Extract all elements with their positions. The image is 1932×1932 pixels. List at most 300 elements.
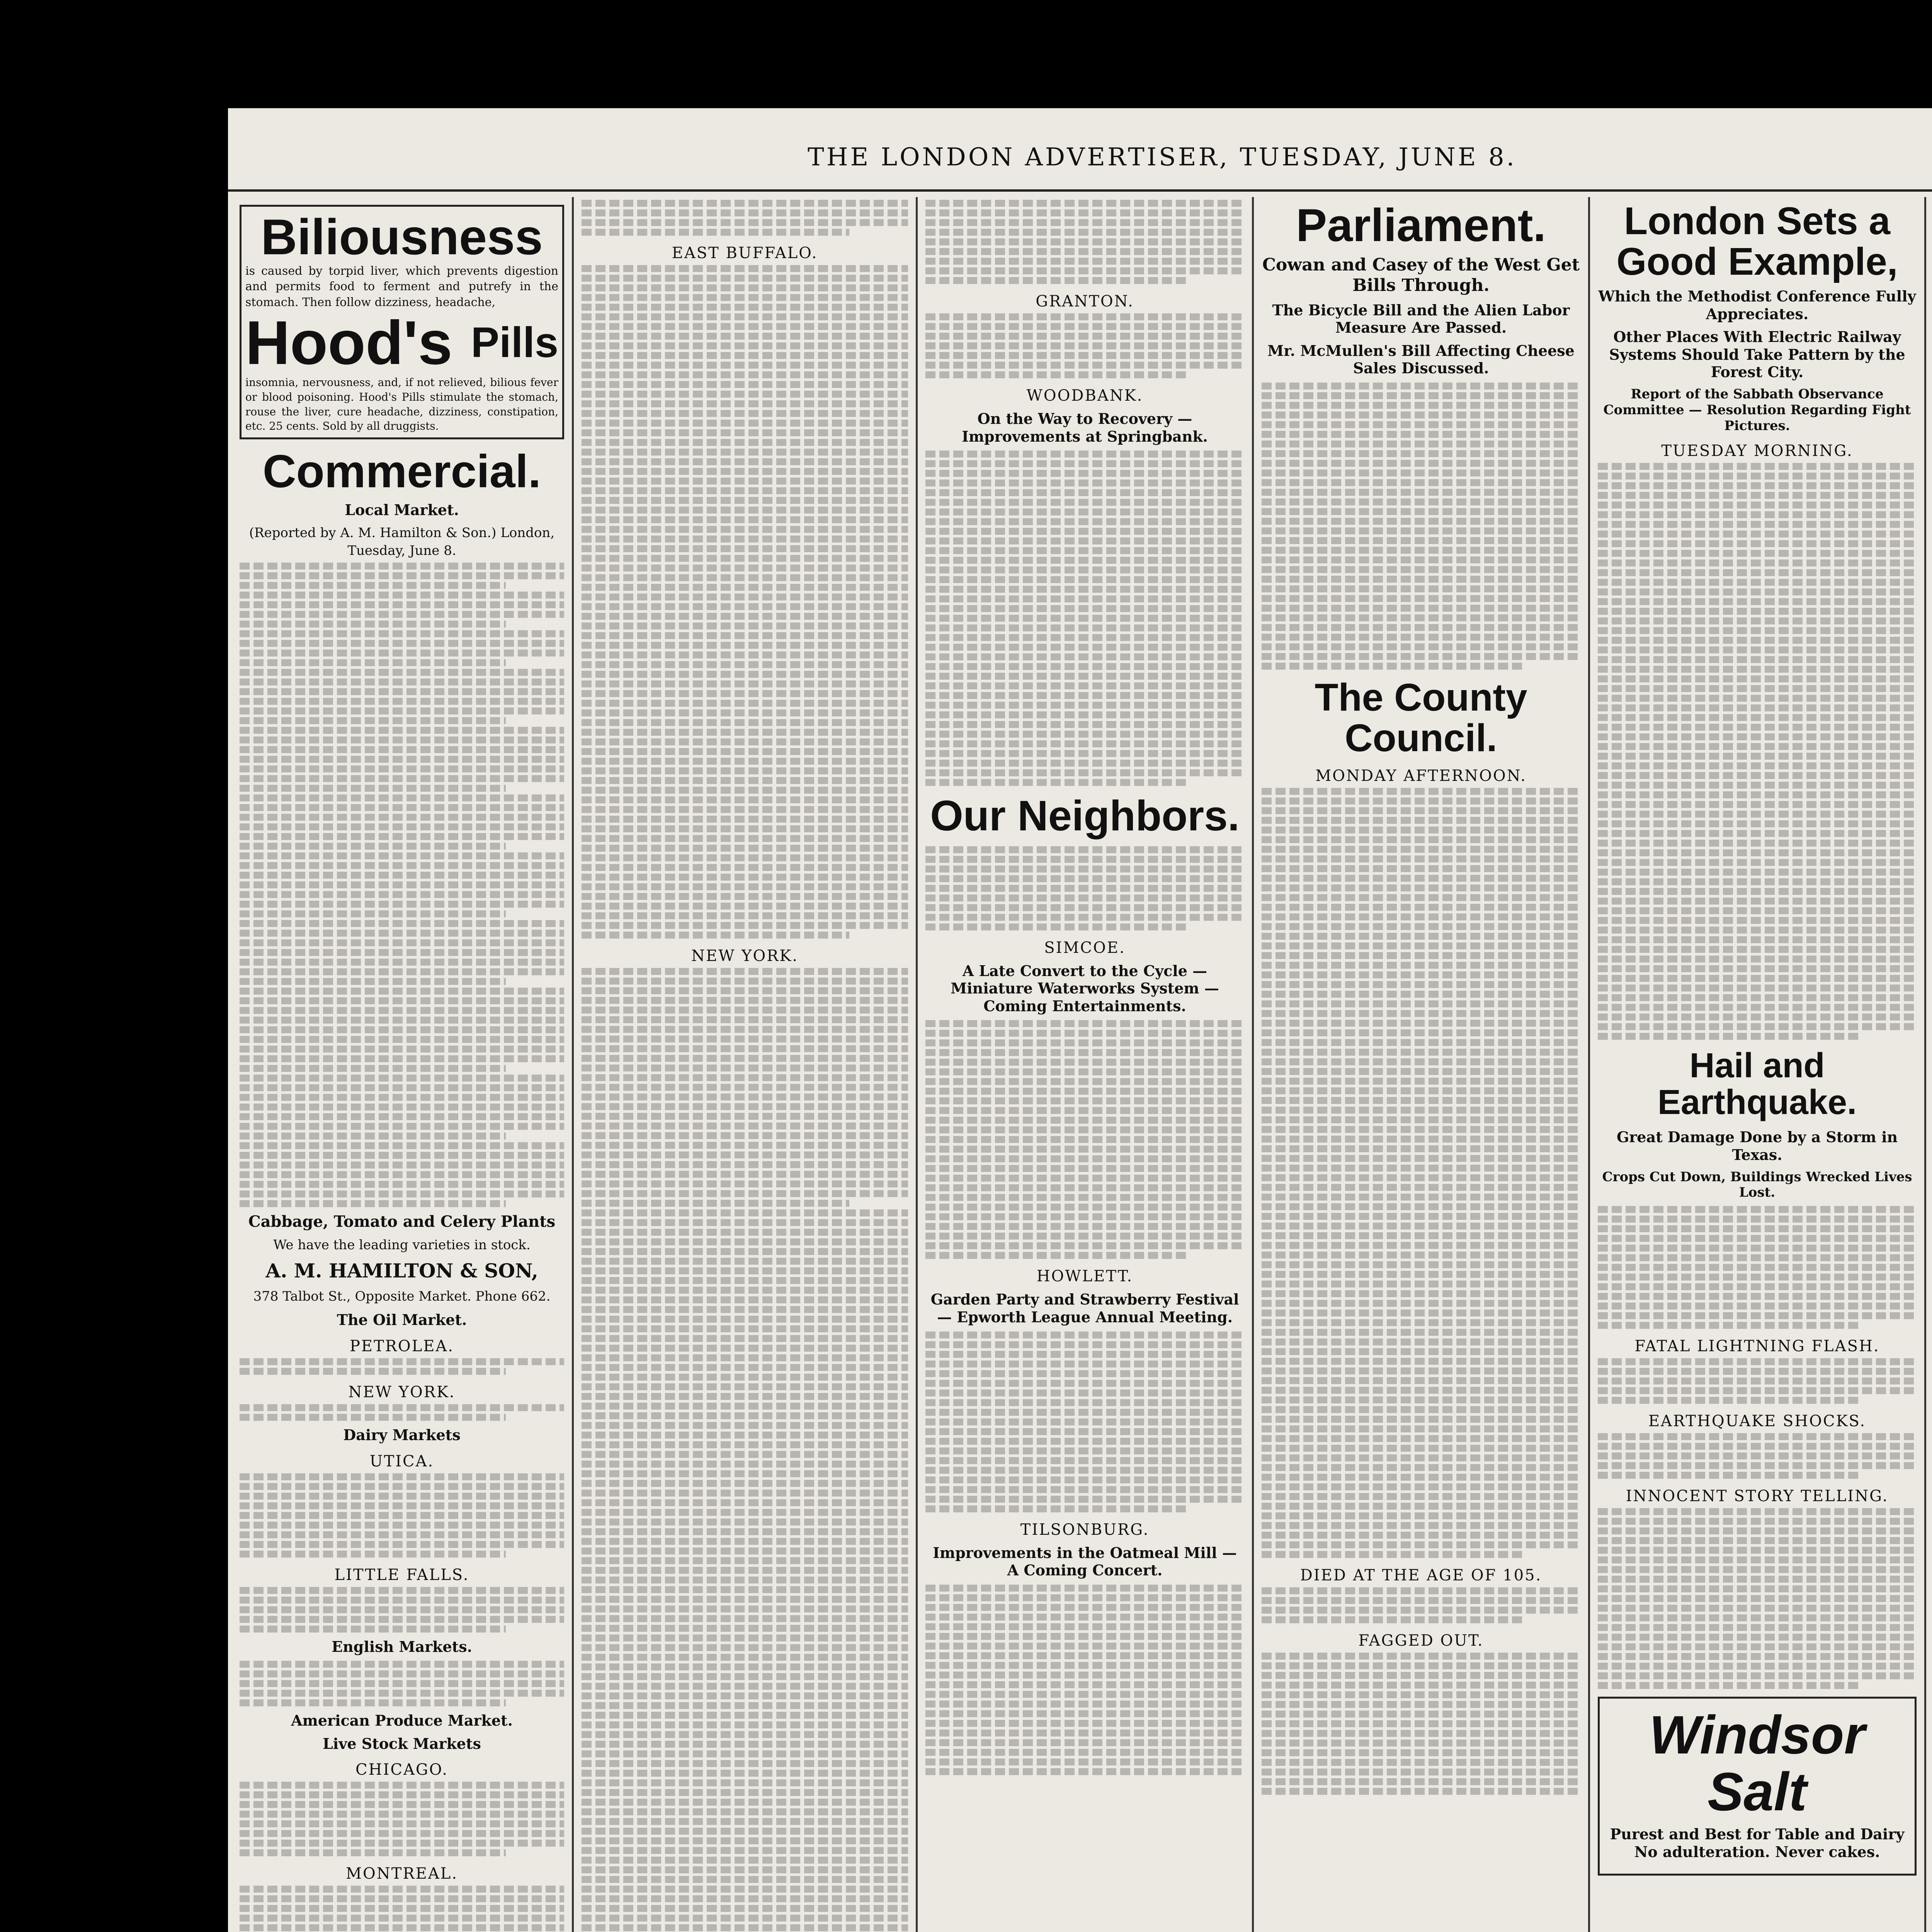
text-line-placeholder [240, 794, 564, 801]
text-line-placeholder [1262, 1662, 1580, 1669]
text-line-placeholder [1262, 1522, 1580, 1529]
text-line-placeholder [1262, 1145, 1580, 1152]
text-line-placeholder [925, 711, 1244, 718]
text-line-placeholder [582, 883, 908, 890]
subheading: NEW YORK. [348, 1383, 456, 1401]
text-line-placeholder [1262, 1039, 1580, 1046]
text-line-placeholder [240, 1541, 564, 1548]
text-line-placeholder [240, 1094, 564, 1101]
text-line-placeholder [240, 1084, 564, 1091]
text-line-placeholder [1598, 898, 1917, 905]
text-line-placeholder [1262, 884, 1580, 891]
text-line-placeholder [240, 1036, 564, 1043]
text-line-placeholder [1262, 1425, 1580, 1432]
text-line-placeholder [582, 1267, 908, 1274]
column-4 [1262, 197, 1580, 1932]
text-line-placeholder [582, 987, 908, 994]
text-line-placeholder [1598, 1518, 1917, 1525]
text-line-placeholder [240, 968, 564, 975]
text-line-placeholder [582, 526, 908, 533]
text-line-placeholder [925, 362, 1244, 369]
text-line-placeholder [1262, 556, 1580, 563]
text-line-placeholder [240, 823, 564, 830]
text-line-placeholder [582, 1461, 908, 1468]
text-line-placeholder [582, 1084, 908, 1091]
text-line-placeholder [1262, 1184, 1580, 1191]
text-line-placeholder [582, 680, 908, 687]
section-title: Commercial. [262, 446, 541, 498]
text-line-placeholder [1598, 550, 1917, 557]
text-line-placeholder [1598, 1643, 1917, 1650]
text-line-placeholder [925, 1223, 1244, 1230]
text-line-placeholder [1598, 675, 1917, 682]
text-line-placeholder [582, 1625, 908, 1632]
text-line-placeholder [1262, 1203, 1580, 1210]
text-line-placeholder [240, 611, 564, 618]
text-line-placeholder [1598, 1472, 1859, 1479]
text-line-placeholder [240, 1606, 564, 1613]
text-line-placeholder [582, 449, 908, 456]
text-line-placeholder [582, 690, 908, 697]
text-line-placeholder [582, 497, 908, 504]
text-line-placeholder [1262, 1493, 1580, 1500]
text-line-placeholder [925, 1332, 1244, 1338]
text-line-placeholder [582, 536, 908, 543]
text-line-placeholder [925, 615, 1244, 622]
text-line-placeholder [240, 939, 564, 946]
text-line-placeholder [1262, 576, 1580, 583]
text-line-placeholder [582, 1190, 908, 1197]
text-line-placeholder [1262, 1406, 1580, 1413]
text-line-placeholder [1262, 1778, 1580, 1785]
text-line-placeholder [1262, 1232, 1580, 1239]
text-line-placeholder [1598, 685, 1917, 692]
text-line-placeholder [582, 632, 908, 639]
text-line-placeholder [582, 796, 908, 803]
text-line-placeholder [925, 702, 1244, 709]
ad-headline: Pills [471, 319, 558, 367]
text-line-placeholder [582, 1229, 908, 1236]
text-line-placeholder [582, 816, 908, 823]
text-line-placeholder [1598, 956, 1917, 963]
text-line-placeholder [1598, 811, 1917, 818]
text-line-placeholder [240, 1171, 564, 1178]
text-line-placeholder [582, 1383, 908, 1390]
text-line-placeholder [582, 507, 908, 514]
text-line-placeholder [1262, 1174, 1580, 1181]
text-line-placeholder [925, 1389, 1244, 1396]
text-line-placeholder [240, 1200, 506, 1207]
text-line-placeholder [240, 910, 506, 917]
text-line-placeholder [582, 893, 908, 900]
text-line-placeholder [1598, 1508, 1917, 1515]
text-line-placeholder [240, 901, 564, 908]
text-line-placeholder [1262, 1682, 1580, 1689]
text-line-placeholder [1262, 1281, 1580, 1287]
text-line-placeholder [240, 1680, 564, 1687]
hoods-ad [240, 205, 564, 439]
text-line-placeholder [1262, 1107, 1580, 1114]
text-line-placeholder [240, 1181, 564, 1188]
text-line-placeholder [240, 1104, 564, 1111]
subheading: Live Stock Markets [323, 1735, 481, 1752]
text-line-placeholder [1262, 1672, 1580, 1679]
text-line-placeholder [925, 1496, 1244, 1503]
subheading: Cowan and Casey of the West Get Bills Through. [1262, 255, 1580, 295]
text-line-placeholder [925, 537, 1244, 544]
text-line-placeholder [925, 518, 1244, 525]
text-line-placeholder [925, 547, 1244, 554]
text-line-placeholder [240, 1782, 564, 1789]
text-line-placeholder [582, 275, 908, 282]
text-line-placeholder [1262, 392, 1580, 399]
text-line-placeholder [240, 1414, 506, 1421]
text-line-placeholder [1598, 869, 1917, 876]
ad-text: insomnia, nervousness, and, if not relieved, bilious fever or blood poisoning. Hood's Pills stimulate the stomach, rouse the liver, cure headache, dizziness, constipation, etc. 25 cents. Sold by all druggists. [245, 376, 558, 433]
text-line-placeholder [582, 487, 908, 494]
text-line-placeholder [925, 1768, 1244, 1775]
text-line-placeholder [582, 1036, 908, 1043]
text-line-placeholder [925, 1175, 1244, 1182]
text-line-placeholder [925, 371, 1187, 378]
text-line-placeholder [582, 1818, 908, 1825]
subheading: WOODBANK. [1026, 387, 1143, 405]
text-line-placeholder [582, 1441, 908, 1448]
text-line-placeholder [240, 775, 564, 782]
text-line-placeholder [925, 1399, 1244, 1406]
text-line-placeholder [925, 740, 1244, 747]
text-line-placeholder [1598, 1378, 1917, 1384]
text-line-placeholder [925, 1370, 1244, 1377]
text-line-placeholder [240, 717, 506, 724]
text-line-placeholder [925, 769, 1244, 776]
text-line-placeholder [1598, 714, 1917, 721]
text-line-placeholder [1262, 1416, 1580, 1423]
text-line-placeholder [925, 1117, 1244, 1124]
text-line-placeholder [582, 478, 908, 485]
text-line-placeholder [925, 528, 1244, 535]
text-line-placeholder [925, 1447, 1244, 1454]
text-line-placeholder [1598, 1274, 1917, 1281]
text-line-placeholder [1598, 1023, 1917, 1030]
subheading: NEW YORK. [691, 947, 798, 965]
text-line-placeholder [240, 669, 564, 676]
text-line-placeholder [1598, 1452, 1917, 1459]
text-line-placeholder [582, 594, 908, 600]
text-line-placeholder [925, 1184, 1244, 1191]
text-line-placeholder [925, 653, 1244, 660]
text-line-placeholder [582, 748, 908, 755]
text-line-placeholder [1598, 936, 1917, 943]
subheading: MONDAY AFTERNOON. [1315, 767, 1527, 785]
text-line-placeholder [240, 756, 564, 763]
text-line-placeholder [582, 1499, 908, 1506]
text-line-placeholder [1598, 907, 1917, 914]
text-line-placeholder [582, 968, 908, 975]
subheading: Report of the Sabbath Observance Committee — Resolution Regarding Fight Pictures. [1603, 386, 1911, 434]
text-line-placeholder [240, 1905, 564, 1912]
text-line-placeholder [582, 1596, 908, 1603]
text-line-placeholder [582, 806, 908, 813]
text-line-placeholder [1262, 1435, 1580, 1442]
text-line-placeholder [582, 729, 908, 736]
text-line-placeholder [1262, 1464, 1580, 1471]
text-line-placeholder [582, 1692, 908, 1699]
text-line-placeholder [1598, 1443, 1917, 1450]
text-line-placeholder [582, 922, 908, 929]
text-line-placeholder [240, 852, 564, 859]
text-line-placeholder [1262, 450, 1580, 457]
text-line-placeholder [925, 1194, 1244, 1201]
text-line-placeholder [582, 1712, 908, 1719]
text-line-placeholder [240, 1113, 564, 1120]
text-line-placeholder [925, 1418, 1244, 1425]
text-line-placeholder [1598, 569, 1917, 576]
text-line-placeholder [240, 1587, 564, 1594]
text-line-placeholder [240, 843, 506, 850]
text-line-placeholder [1262, 566, 1580, 573]
text-line-placeholder [925, 557, 1244, 564]
byline: (Reported by A. M. Hamilton & Son.) London, Tuesday, June 8. [249, 525, 555, 558]
text-line-placeholder [925, 779, 1187, 786]
text-line-placeholder [925, 1720, 1244, 1727]
text-line-placeholder [1262, 537, 1580, 544]
text-line-placeholder [925, 914, 1244, 921]
text-line-placeholder [582, 545, 908, 552]
text-line-placeholder [582, 574, 908, 581]
text-line-placeholder [582, 1915, 908, 1922]
text-line-placeholder [240, 988, 564, 995]
text-line-placeholder [582, 1895, 908, 1902]
text-line-placeholder [1262, 981, 1580, 988]
subheading: Crops Cut Down, Buildings Wrecked Lives Lost. [1602, 1169, 1912, 1201]
text-line-placeholder [1262, 663, 1523, 670]
text-line-placeholder [582, 1528, 908, 1535]
text-line-placeholder [240, 862, 564, 869]
text-line-placeholder [1598, 1358, 1917, 1365]
column-rule [572, 197, 574, 1932]
text-line-placeholder [1598, 830, 1917, 837]
text-line-placeholder [1262, 1759, 1580, 1766]
text-line-placeholder [1598, 492, 1917, 499]
text-line-placeholder [1262, 624, 1580, 631]
text-line-placeholder [582, 219, 908, 226]
text-line-placeholder [1262, 412, 1580, 418]
text-line-placeholder [1262, 1290, 1580, 1297]
text-line-placeholder [582, 1200, 849, 1207]
text-line-placeholder [582, 1296, 908, 1303]
text-line-placeholder [925, 1662, 1244, 1669]
text-line-placeholder [925, 499, 1244, 506]
ad-headline: A. M. HAMILTON & SON, [265, 1259, 538, 1282]
text-line-placeholder [925, 1739, 1244, 1746]
text-line-placeholder [1598, 666, 1917, 673]
text-line-placeholder [582, 333, 908, 340]
ad-headline: Cabbage, Tomato and Celery Plants [248, 1212, 556, 1231]
text-line-placeholder [582, 912, 908, 919]
column-1 [240, 197, 564, 1932]
text-line-placeholder [240, 563, 564, 570]
windsor-salt-ad [1598, 1697, 1917, 1876]
text-line-placeholder [925, 323, 1244, 330]
text-line-placeholder [1598, 743, 1917, 750]
section-title: Our Neighbors. [930, 792, 1240, 840]
text-line-placeholder [1598, 1624, 1917, 1631]
text-line-placeholder [1598, 1014, 1917, 1020]
ad-headline: Windsor Salt [1649, 1704, 1865, 1822]
text-line-placeholder [582, 1673, 908, 1680]
text-line-placeholder [1262, 643, 1580, 650]
text-line-placeholder [1262, 653, 1580, 660]
text-line-placeholder [582, 1103, 908, 1110]
text-line-placeholder [582, 1837, 908, 1844]
text-line-placeholder [240, 872, 564, 879]
text-line-placeholder [1262, 1720, 1580, 1727]
text-line-placeholder [1262, 1445, 1580, 1452]
text-line-placeholder [1262, 1329, 1580, 1336]
text-line-placeholder [582, 555, 908, 562]
text-line-placeholder [925, 1030, 1244, 1037]
text-line-placeholder [582, 1045, 908, 1052]
text-line-placeholder [582, 864, 908, 871]
text-line-placeholder [582, 671, 908, 678]
text-line-placeholder [240, 814, 564, 821]
text-line-placeholder [582, 1808, 908, 1815]
subheading: EAST BUFFALO. [672, 244, 818, 262]
text-line-placeholder [925, 576, 1244, 583]
text-line-placeholder [1262, 1711, 1580, 1718]
text-line-placeholder [582, 613, 908, 620]
text-line-placeholder [582, 1007, 908, 1014]
text-line-placeholder [240, 1142, 564, 1149]
text-line-placeholder [240, 736, 564, 743]
text-line-placeholder [1598, 762, 1917, 769]
text-line-placeholder [240, 1820, 564, 1827]
text-line-placeholder [582, 1171, 908, 1178]
text-line-placeholder [925, 1476, 1244, 1483]
text-line-placeholder [925, 1486, 1244, 1493]
text-line-placeholder [582, 1731, 908, 1738]
text-line-placeholder [1262, 1213, 1580, 1220]
text-line-placeholder [582, 371, 908, 378]
text-line-placeholder [925, 1614, 1244, 1621]
text-line-placeholder [1262, 1261, 1580, 1268]
text-line-placeholder [925, 1233, 1244, 1240]
text-line-placeholder [1262, 1155, 1580, 1162]
text-line-placeholder [582, 200, 908, 207]
text-line-placeholder [925, 1505, 1187, 1512]
column-rule [1588, 197, 1590, 1932]
text-line-placeholder [1598, 704, 1917, 711]
text-line-placeholder [1262, 1377, 1580, 1384]
text-line-placeholder [582, 1557, 908, 1564]
text-line-placeholder [240, 1512, 564, 1519]
text-line-placeholder [925, 1242, 1244, 1249]
text-line-placeholder [582, 1799, 908, 1806]
text-line-placeholder [582, 932, 849, 939]
text-line-placeholder [925, 1457, 1244, 1464]
text-line-placeholder [1598, 656, 1917, 663]
ad-headline: Biliousness [261, 209, 543, 265]
text-line-placeholder [1262, 1532, 1580, 1539]
text-line-placeholder [1598, 1585, 1917, 1592]
text-line-placeholder [582, 1306, 908, 1313]
text-line-placeholder [1598, 521, 1917, 528]
text-line-placeholder [1598, 482, 1917, 489]
text-line-placeholder [582, 1644, 908, 1651]
text-line-placeholder [582, 516, 908, 523]
subheading: TUESDAY MORNING. [1661, 442, 1853, 460]
text-line-placeholder [582, 787, 908, 794]
text-line-placeholder [582, 584, 908, 591]
text-line-placeholder [1598, 1566, 1917, 1573]
text-line-placeholder [1262, 1010, 1580, 1017]
subheading: English Markets. [332, 1638, 472, 1655]
text-line-placeholder [240, 1007, 564, 1014]
text-line-placeholder [925, 1701, 1244, 1708]
text-line-placeholder [240, 707, 564, 714]
text-line-placeholder [582, 1364, 908, 1371]
text-line-placeholder [925, 1672, 1244, 1679]
text-line-placeholder [582, 1132, 908, 1139]
text-line-placeholder [1598, 1283, 1917, 1290]
text-line-placeholder [582, 1122, 908, 1129]
text-line-placeholder [1262, 798, 1580, 804]
text-line-placeholder [582, 1258, 908, 1265]
text-line-placeholder [925, 1633, 1244, 1640]
text-line-placeholder [1262, 1541, 1580, 1548]
text-line-placeholder [1262, 913, 1580, 920]
text-line-placeholder [925, 846, 1244, 853]
text-line-placeholder [240, 1046, 564, 1053]
text-line-placeholder [582, 854, 908, 861]
text-line-placeholder [582, 1760, 908, 1767]
ad-text: We have the leading varieties in stock. [273, 1237, 531, 1253]
text-line-placeholder [582, 265, 908, 272]
text-line-placeholder [240, 1895, 564, 1902]
text-line-placeholder [582, 1886, 908, 1893]
text-line-placeholder [1598, 975, 1917, 982]
text-line-placeholder [582, 342, 908, 349]
text-line-placeholder [925, 470, 1244, 477]
text-line-placeholder [1598, 627, 1917, 634]
text-line-placeholder [240, 1017, 564, 1024]
subheading: FATAL LIGHTNING FLASH. [1634, 1337, 1880, 1355]
text-line-placeholder [1598, 598, 1917, 605]
text-line-placeholder [582, 381, 908, 388]
text-line-placeholder [582, 874, 908, 881]
text-line-placeholder [925, 644, 1244, 651]
text-line-placeholder [925, 1078, 1244, 1085]
text-line-placeholder [582, 352, 908, 359]
text-line-placeholder [240, 1849, 506, 1856]
text-line-placeholder [1262, 1740, 1580, 1747]
text-line-placeholder [582, 410, 908, 417]
text-line-placeholder [1262, 1058, 1580, 1065]
text-line-placeholder [582, 1779, 908, 1786]
text-line-placeholder [240, 1065, 506, 1072]
text-line-placeholder [240, 1162, 564, 1168]
text-line-placeholder [582, 1277, 908, 1284]
text-line-placeholder [582, 1393, 908, 1400]
text-line-placeholder [582, 1219, 908, 1226]
text-line-placeholder [1262, 1512, 1580, 1519]
text-line-placeholder [240, 1886, 564, 1893]
text-line-placeholder [1262, 469, 1580, 476]
text-line-placeholder [1262, 952, 1580, 959]
text-line-placeholder [1598, 985, 1917, 992]
text-line-placeholder [240, 1026, 564, 1033]
